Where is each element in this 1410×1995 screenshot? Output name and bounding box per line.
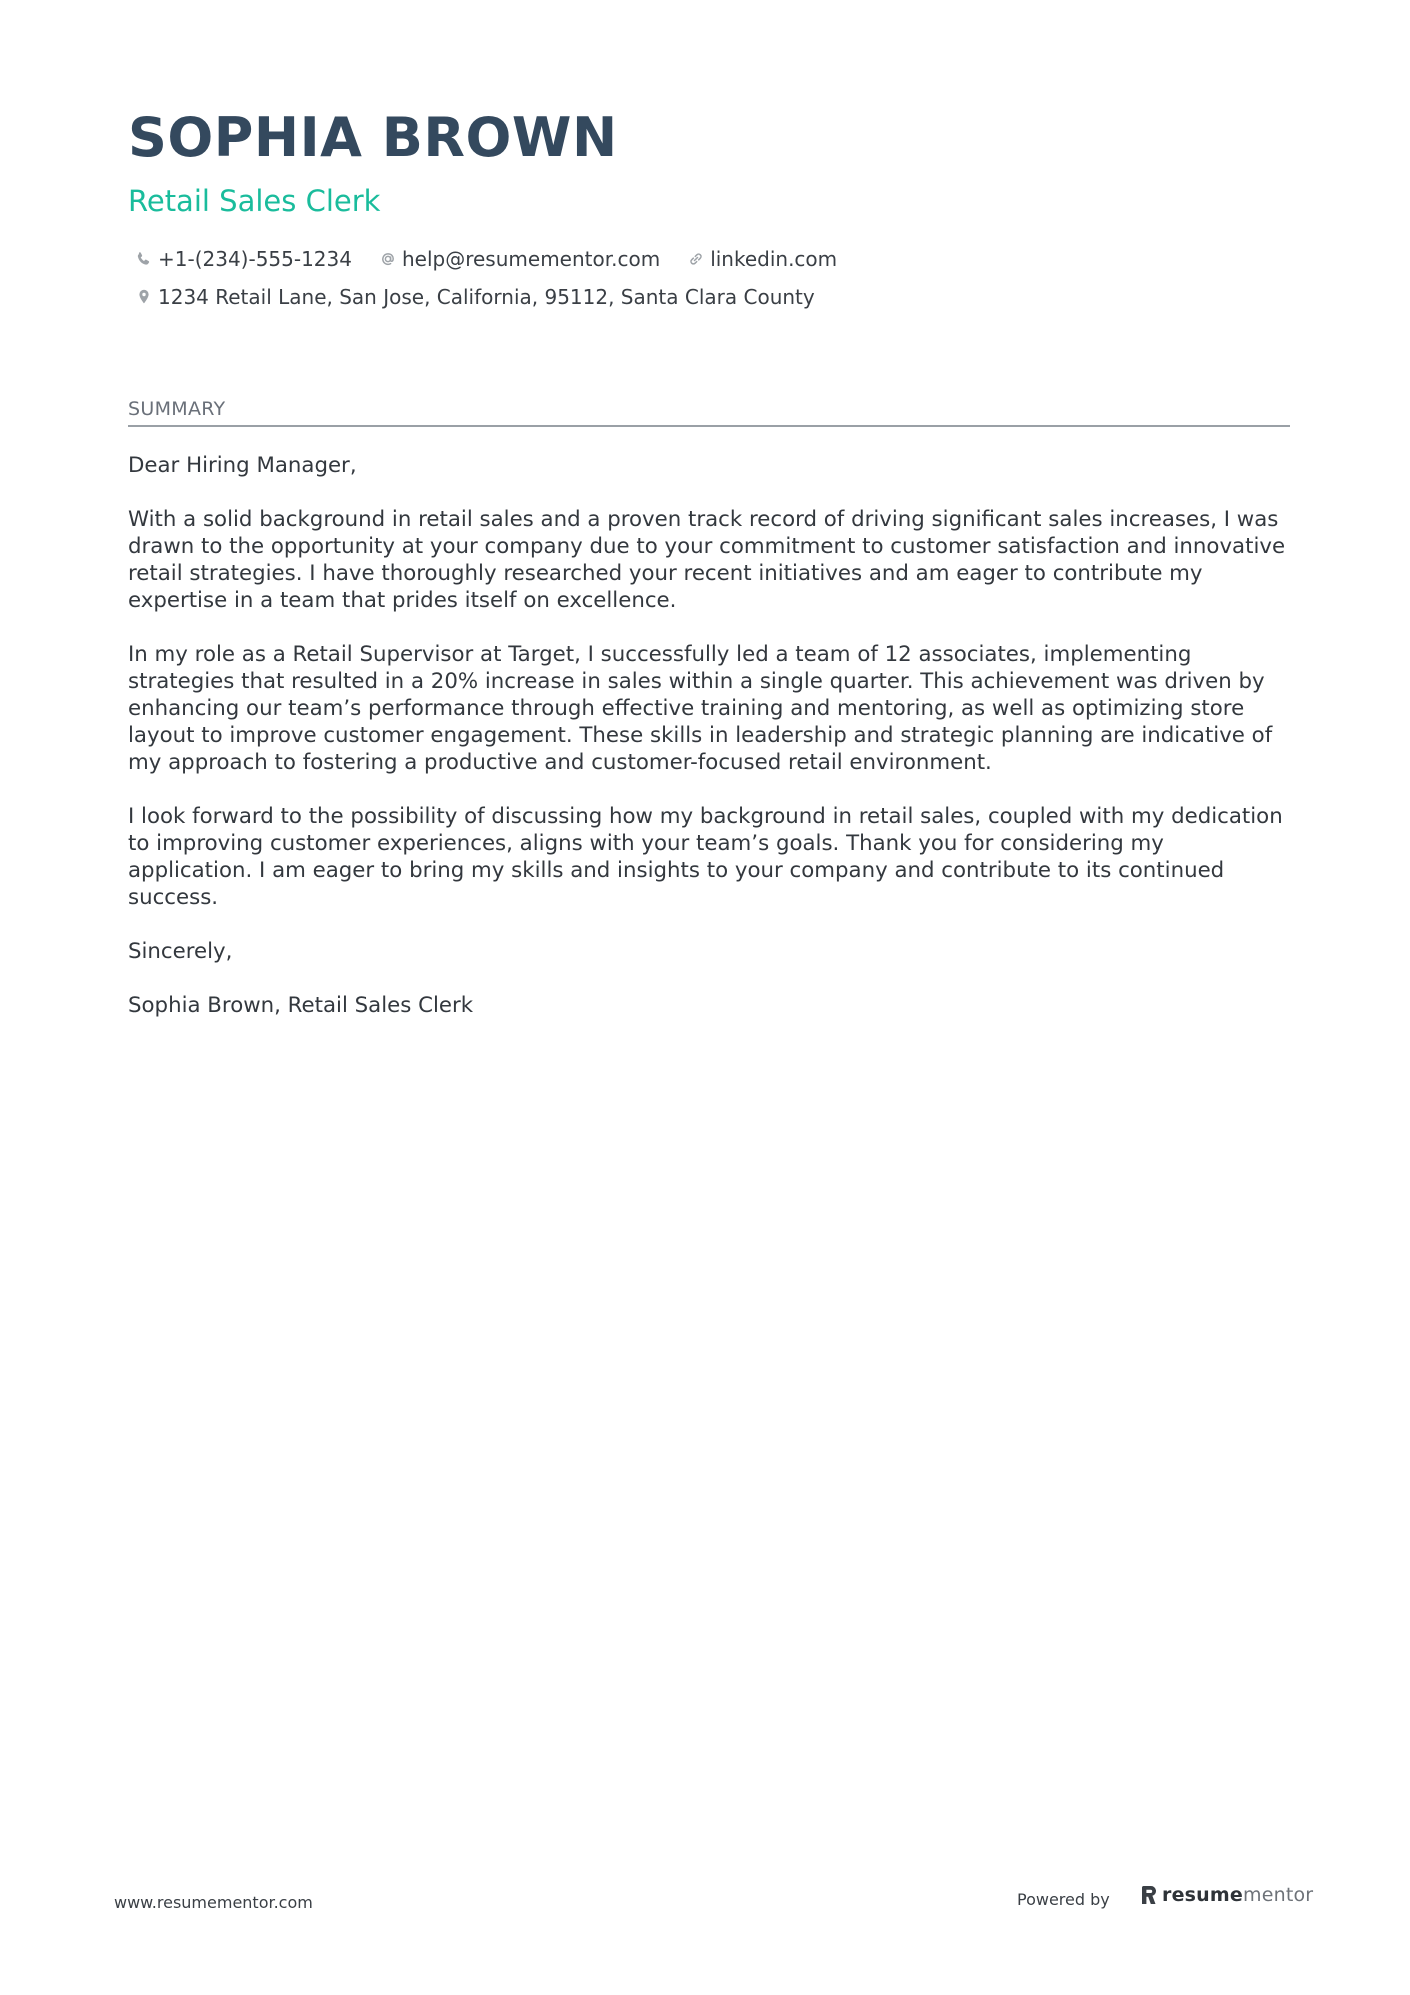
resumementor-logo-icon (1140, 1884, 1158, 1906)
paragraph: In my role as a Retail Supervisor at Target, I successfully led a team of 12 associates, implementing strategies that resulted in a 20% increase in sales within a single quarter. This achievement was driven by enhancing our team’s performance through effective training and mentoring, as well as optimizing store layout to improve customer engagement. These skills in leadership and strategic planning are indicative of my approach to fostering a productive and customer-focused retail environment. (128, 642, 1273, 775)
section-divider (128, 425, 1290, 427)
email-text: help@resumementor.com (401, 247, 661, 271)
powered-by-label: Powered by (1017, 1890, 1110, 1909)
letter-body (128, 452, 1293, 1046)
contact-address (134, 285, 815, 309)
paragraph: I look forward to the possibility of discussing how my background in retail sales, coupled with my dedication to improving customer experiences, aligns with your team’s goals. Thank you for considering my application. I am eager to bring my skills and insights to your company and contribute to its continued success. (128, 804, 1283, 910)
candidate-name: SOPHIA BROWN (128, 106, 618, 169)
contact-row-address (134, 285, 841, 309)
brand-logo[interactable] (1140, 1884, 1313, 1906)
address-text: 1234 Retail Lane, San Jose, California, 95112, Santa Clara County (158, 285, 815, 309)
salutation: Dear Hiring Manager, (128, 453, 357, 478)
contact-row-primary (134, 247, 863, 271)
brand-wordmark-part2: mentor (1242, 1884, 1314, 1906)
phone-text: +1-(234)-555-1234 (158, 247, 352, 271)
phone-icon (134, 249, 154, 269)
brand-wordmark-part1: resume (1162, 1884, 1243, 1906)
link-text: linkedin.com (710, 247, 838, 271)
signature: Sophia Brown, Retail Sales Clerk (128, 993, 474, 1018)
location-pin-icon (134, 287, 154, 307)
at-icon (378, 249, 398, 269)
section-title-summary: SUMMARY (128, 398, 226, 420)
brand-wordmark (1162, 1884, 1313, 1906)
contact-link (686, 247, 837, 271)
paragraph: With a solid background in retail sales and a proven track record of driving significant sales increases, I was drawn to the opportunity at your company due to your commitment to customer satisfaction and innovative retail strategies. I have thoroughly researched your recent initiatives and am eager to contribute my expertise in a team that prides itself on excellence. (128, 507, 1286, 613)
contact-phone (134, 247, 352, 271)
job-title: Retail Sales Clerk (128, 184, 381, 218)
footer-website[interactable]: www.resumementor.com (114, 1893, 313, 1912)
closing: Sincerely, (128, 939, 233, 964)
link-icon (686, 249, 706, 269)
contact-email (378, 247, 660, 271)
